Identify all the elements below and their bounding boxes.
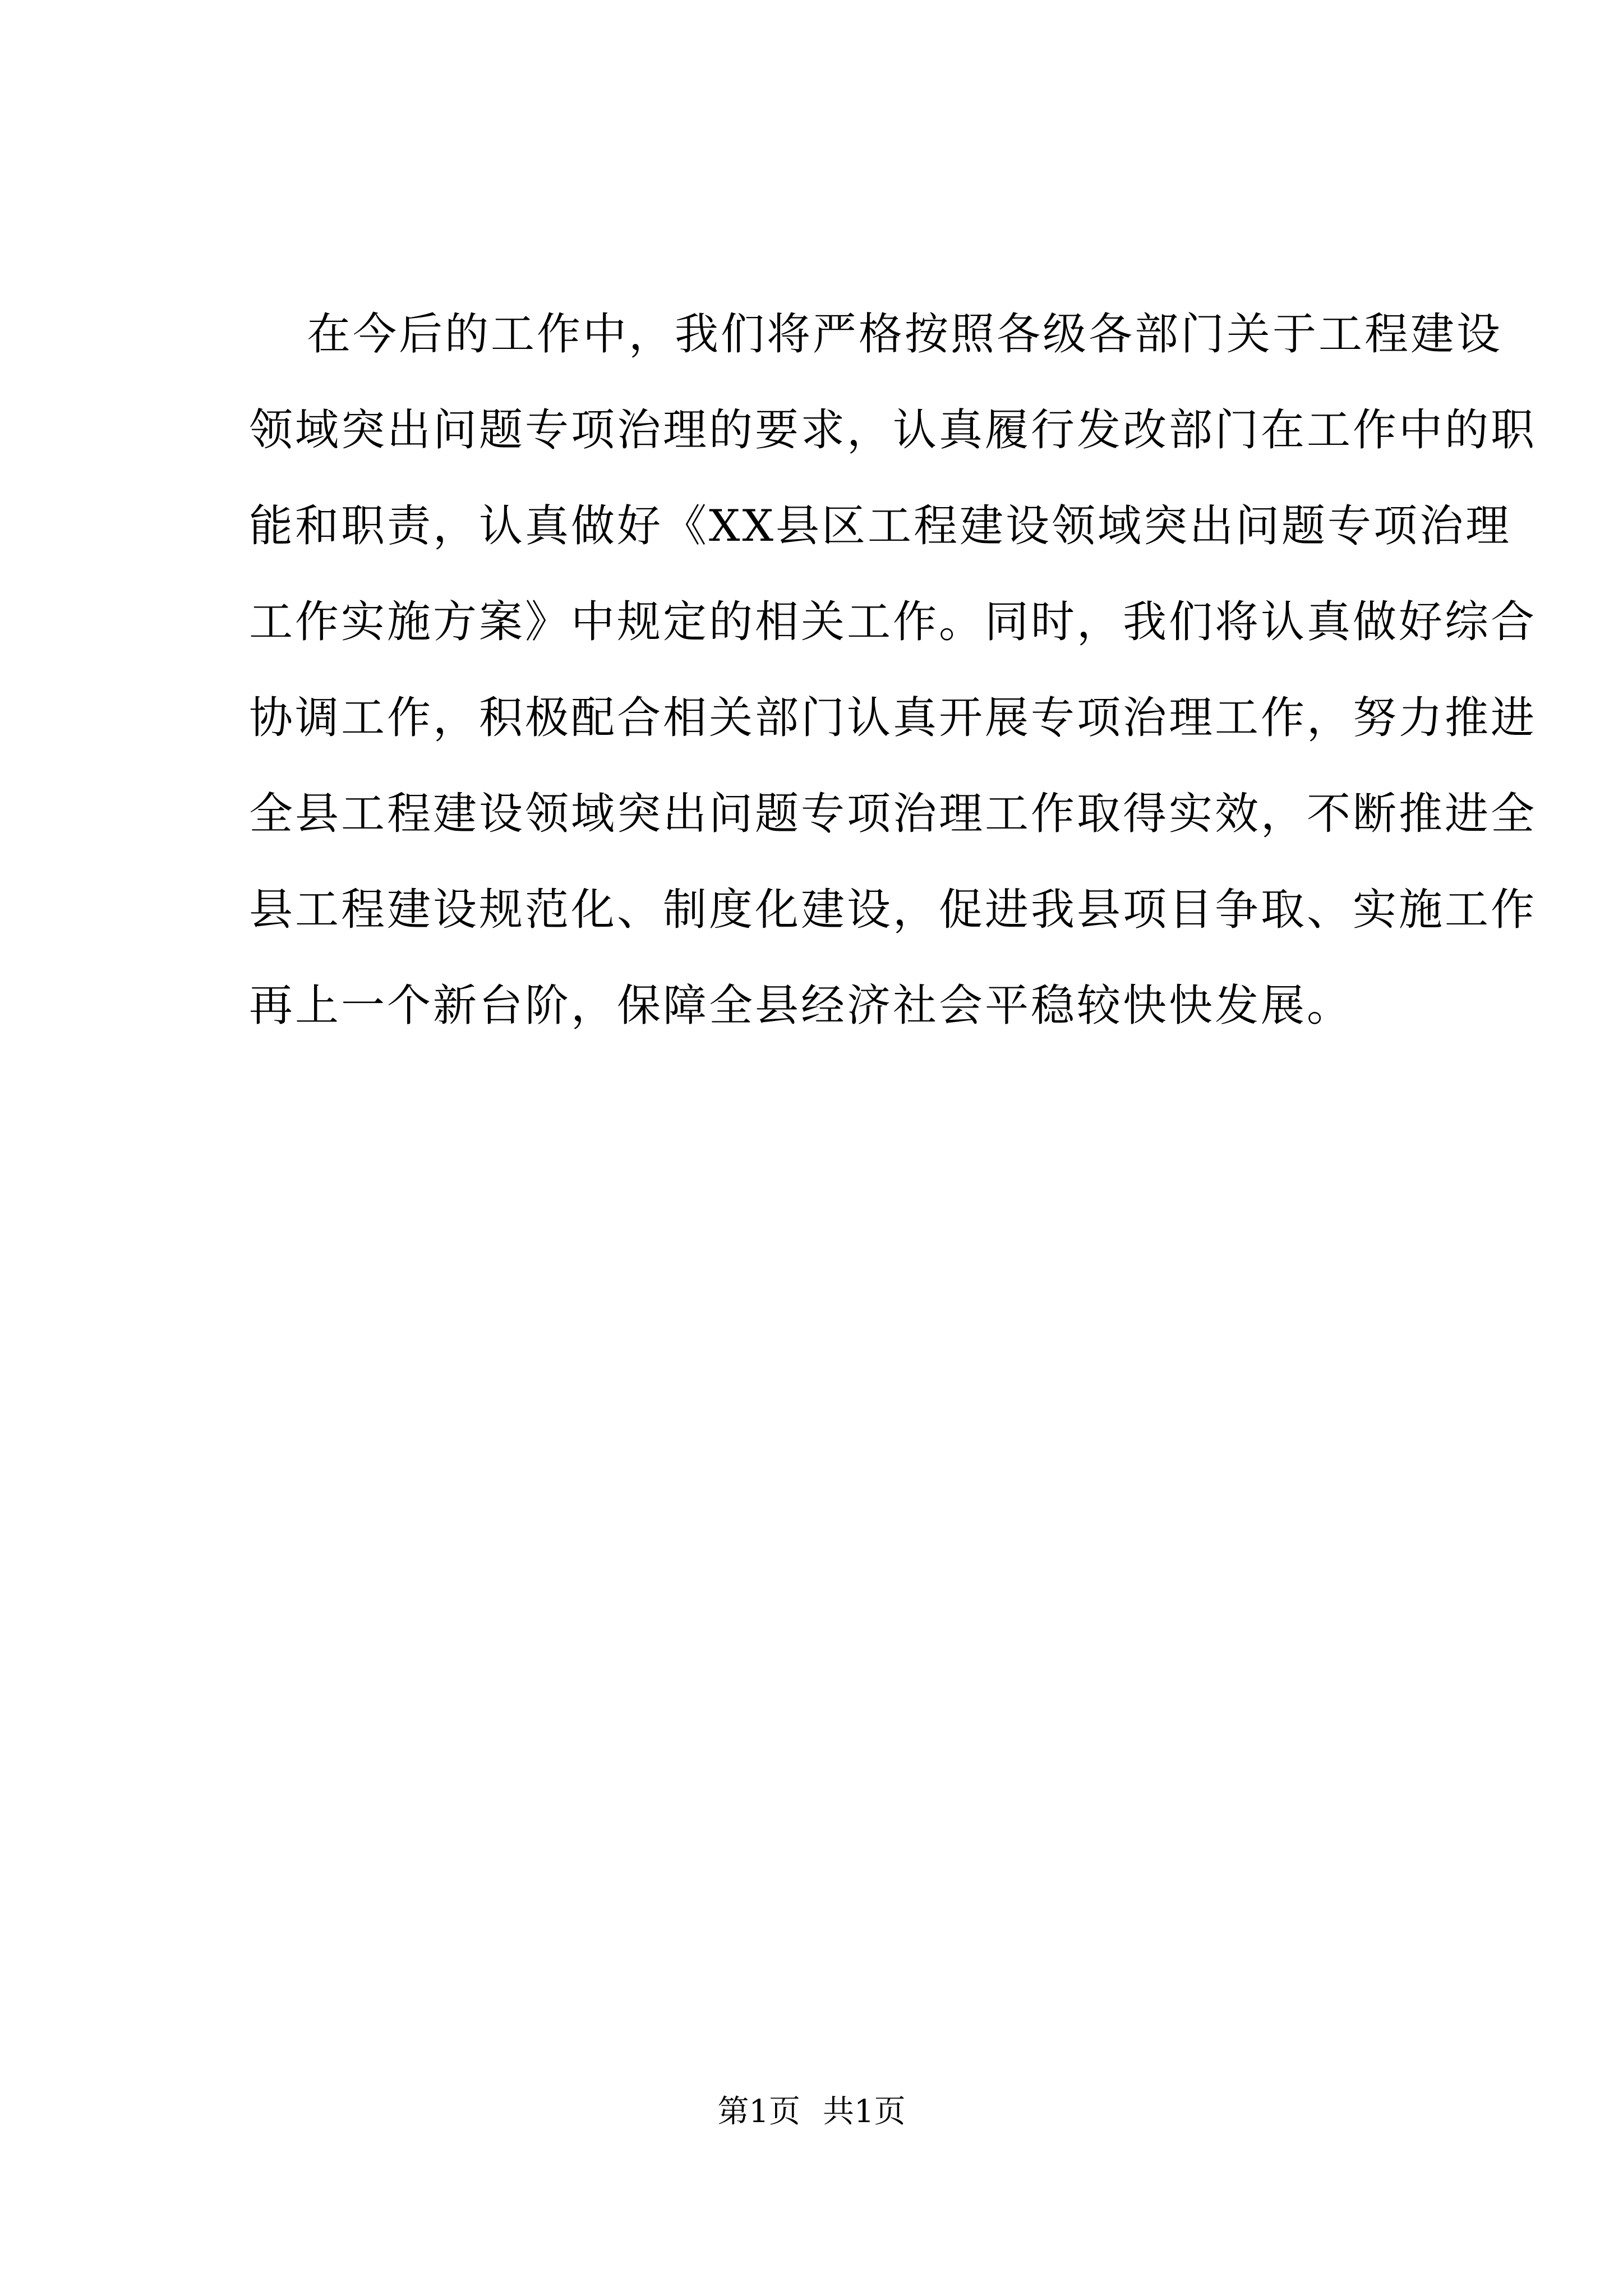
paragraph-line: 再上一个新台阶，保障全县经济社会平稳较快快发展。 xyxy=(249,981,1353,1031)
paragraph-line: 县工程建设规范化、制度化建设，促进我县项目争取、实施工作 xyxy=(249,885,1537,935)
paragraph-line: 工作实施方案》中规定的相关工作。同时，我们将认真做好综合 xyxy=(249,597,1537,647)
paragraph-line: 协调工作，积极配合相关部门认真开展专项治理工作，努力推进 xyxy=(249,693,1537,743)
paragraph-line: 领域突出问题专项治理的要求，认真履行发改部门在工作中的职 xyxy=(249,405,1537,455)
current-page-number: 第1页 xyxy=(717,2093,800,2130)
paragraph-line: 全县工程建设领域突出问题专项治理工作取得实效，不断推进全 xyxy=(249,789,1537,839)
body-paragraph xyxy=(0,0,1623,1031)
paragraph-line: 能和职责，认真做好《XX县区工程建设领域突出问题专项治理 xyxy=(249,501,1512,551)
total-pages: 共1页 xyxy=(823,2093,906,2130)
paragraph-line: 在今后的工作中，我们将严格按照各级各部门关于工程建设 xyxy=(307,309,1503,360)
page-footer xyxy=(0,2087,1623,2137)
